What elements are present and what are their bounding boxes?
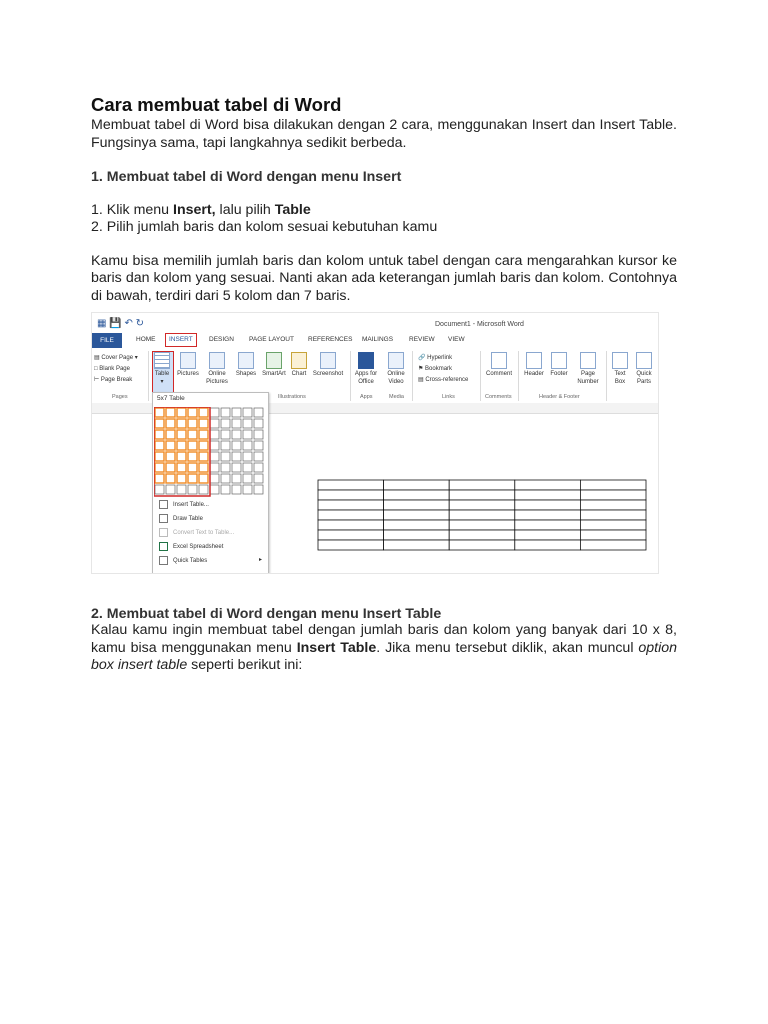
section1-paragraph: Kamu bisa memilih jumlah baris dan kolom untuk tabel dengan cara mengarahkan kursor ke baris dan kolom yang sesuai. Nanti akan ada keterangan jumlah baris dan kolom. Contohnya di bawah, terdiri dari 5 kolom dan 7 baris. <box>91 252 677 304</box>
doc-table-cell[interactable] <box>515 530 581 540</box>
word-screenshot <box>91 312 659 574</box>
excel-spreadsheet-item[interactable]: Excel Spreadsheet <box>159 542 223 551</box>
tab-mailings[interactable]: MAILINGS <box>362 336 394 343</box>
grid-cell[interactable] <box>254 474 263 483</box>
bookmark-button[interactable]: ⚑ Bookmark <box>418 366 453 372</box>
grid-cell[interactable] <box>210 441 219 450</box>
doc-table-cell[interactable] <box>318 490 384 500</box>
grid-cell[interactable] <box>188 463 197 472</box>
smartart-icon <box>266 352 282 369</box>
convert-text-item: Convert Text to Table... <box>159 528 234 537</box>
grid-cell[interactable] <box>254 419 263 428</box>
insert-table-icon <box>159 500 168 509</box>
grid-cell[interactable] <box>254 441 263 450</box>
tab-review[interactable]: REVIEW <box>409 336 435 343</box>
divider <box>518 351 519 401</box>
grid-cell[interactable] <box>188 441 197 450</box>
grid-cell[interactable] <box>188 485 197 494</box>
grid-cell[interactable] <box>177 419 186 428</box>
grid-cell[interactable] <box>221 441 230 450</box>
grid-cell[interactable] <box>199 430 208 439</box>
grid-cell[interactable] <box>166 441 175 450</box>
page-title: Cara membuat tabel di Word <box>91 94 342 115</box>
group-comments: Comments <box>485 394 512 400</box>
table-dropdown <box>152 392 269 574</box>
footer-button[interactable]: Footer <box>547 352 571 378</box>
doc-table-cell[interactable] <box>318 480 384 490</box>
grid-cell[interactable] <box>199 408 208 417</box>
page-number-button[interactable]: Page Number <box>573 352 603 386</box>
grid-cell[interactable] <box>221 452 230 461</box>
grid-cell[interactable] <box>177 452 186 461</box>
footer-icon <box>551 352 567 369</box>
grid-cell[interactable] <box>166 452 175 461</box>
hyperlink-button[interactable]: 🔗 Hyperlink <box>418 355 453 361</box>
grid-cell[interactable] <box>232 430 241 439</box>
doc-table-cell[interactable] <box>384 520 450 530</box>
doc-table-cell[interactable] <box>449 520 515 530</box>
section2-paragraph: Kalau kamu ingin membuat tabel dengan jumlah baris dan kolom yang banyak dari 10 x 8, kamu bisa menggunakan menu Insert Table. Jika menu tersebut diklik, akan muncul option box insert table seperti berikut ini: <box>91 622 678 673</box>
video-icon <box>388 352 404 369</box>
divider <box>606 351 607 401</box>
grid-cell[interactable] <box>166 408 175 417</box>
doc-table-cell[interactable] <box>449 510 515 520</box>
grid-cell[interactable] <box>210 474 219 483</box>
pages-list <box>94 353 138 386</box>
cover-page-button[interactable]: ▤ Cover Page ▾ <box>94 355 138 361</box>
table-grid-picker[interactable] <box>154 407 267 498</box>
apps-for-office-button[interactable]: Apps for Office <box>352 352 380 386</box>
pictures-icon <box>180 352 196 369</box>
grid-cell[interactable] <box>166 474 175 483</box>
chevron-right-icon: ▸ <box>259 557 263 563</box>
quick-tables-icon <box>159 556 168 565</box>
doc-table-cell[interactable] <box>384 500 450 510</box>
grid-cell[interactable] <box>166 430 175 439</box>
grid-cell[interactable] <box>243 485 252 494</box>
chart-button[interactable]: Chart <box>289 352 309 378</box>
grid-cell[interactable] <box>177 430 186 439</box>
grid-cell[interactable] <box>243 452 252 461</box>
grid-cell[interactable] <box>155 430 164 439</box>
doc-table-cell[interactable] <box>449 480 515 490</box>
grid-cell[interactable] <box>210 408 219 417</box>
grid-cell[interactable] <box>210 463 219 472</box>
text-box-icon <box>612 352 628 369</box>
online-pictures-button[interactable]: Online Pictures <box>202 352 232 386</box>
grid-cell[interactable] <box>177 408 186 417</box>
doc-table-cell[interactable] <box>384 510 450 520</box>
screenshot-icon <box>320 352 336 369</box>
doc-table-cell[interactable] <box>515 510 581 520</box>
draw-table-item[interactable]: Draw Table <box>159 514 203 523</box>
online-video-button[interactable]: Online Video <box>384 352 408 386</box>
comment-icon <box>491 352 507 369</box>
doc-table-cell[interactable] <box>384 540 450 550</box>
text-box-button[interactable]: Text Box <box>609 352 631 386</box>
quick-tables-item[interactable]: Quick Tables ▸ <box>159 556 207 565</box>
grid-cell[interactable] <box>254 485 263 494</box>
grid-cell[interactable] <box>243 430 252 439</box>
shapes-button[interactable]: Shapes <box>233 352 259 378</box>
tab-page-layout[interactable]: PAGE LAYOUT <box>249 336 294 343</box>
article <box>91 94 677 305</box>
grid-cell[interactable] <box>155 419 164 428</box>
quick-parts-icon <box>636 352 652 369</box>
doc-table-cell[interactable] <box>580 480 646 490</box>
doc-table-cell[interactable] <box>580 500 646 510</box>
doc-table-cell[interactable] <box>580 520 646 530</box>
doc-table-cell[interactable] <box>580 530 646 540</box>
grid-cell[interactable] <box>210 419 219 428</box>
doc-table-cell[interactable] <box>449 500 515 510</box>
convert-icon <box>159 528 168 537</box>
ribbon-tabs <box>92 333 658 348</box>
intro-paragraph: Membuat tabel di Word bisa dilakukan dengan 2 cara, menggunakan Insert dan Insert Table. Fungsinya sama, tapi langkahnya sedikit berbeda. <box>91 117 677 151</box>
doc-table-cell[interactable] <box>580 540 646 550</box>
grid-cell[interactable] <box>188 408 197 417</box>
title-bar <box>92 313 658 333</box>
group-links: Links <box>442 394 455 400</box>
doc-table-cell[interactable] <box>515 480 581 490</box>
grid-cell[interactable] <box>155 463 164 472</box>
tab-home[interactable]: HOME <box>136 336 156 343</box>
grid-cell[interactable] <box>232 452 241 461</box>
tab-file[interactable]: FILE <box>92 333 122 348</box>
grid-cell[interactable] <box>199 474 208 483</box>
grid-cell[interactable] <box>166 485 175 494</box>
links-list <box>418 353 468 386</box>
tab-insert[interactable]: INSERT <box>165 333 197 347</box>
header-button[interactable]: Header <box>522 352 546 378</box>
grid-cell[interactable] <box>232 485 241 494</box>
doc-table-cell[interactable] <box>515 540 581 550</box>
grid-cell[interactable] <box>232 474 241 483</box>
excel-icon <box>159 542 168 551</box>
tab-references[interactable]: REFERENCES <box>308 336 353 343</box>
grid-cell[interactable] <box>254 452 263 461</box>
page-number-icon <box>580 352 596 369</box>
grid-cell[interactable] <box>254 408 263 417</box>
doc-table-cell[interactable] <box>318 540 384 550</box>
grid-cell[interactable] <box>199 452 208 461</box>
comment-button[interactable]: Comment <box>484 352 514 378</box>
doc-table-cell[interactable] <box>318 530 384 540</box>
doc-table-cell[interactable] <box>384 530 450 540</box>
doc-table-cell[interactable] <box>449 490 515 500</box>
table-button-label[interactable]: Table ▾ <box>150 352 174 386</box>
table-icon <box>154 352 170 369</box>
chart-icon <box>291 352 307 369</box>
grid-cell[interactable] <box>177 474 186 483</box>
grid-cell[interactable] <box>166 419 175 428</box>
grid-cell[interactable] <box>221 463 230 472</box>
group-illustrations: Illustrations <box>278 394 306 400</box>
grid-cell[interactable] <box>188 474 197 483</box>
document-table[interactable] <box>317 479 647 551</box>
grid-cell[interactable] <box>155 474 164 483</box>
tab-view[interactable]: VIEW <box>448 336 465 343</box>
grid-cell[interactable] <box>177 485 186 494</box>
doc-table-cell[interactable] <box>318 510 384 520</box>
grid-cell[interactable] <box>188 452 197 461</box>
grid-cell[interactable] <box>232 463 241 472</box>
grid-cell[interactable] <box>155 441 164 450</box>
grid-cell[interactable] <box>210 452 219 461</box>
grid-cell[interactable] <box>155 452 164 461</box>
grid-cell[interactable] <box>221 430 230 439</box>
doc-table-cell[interactable] <box>384 480 450 490</box>
grid-cell[interactable] <box>254 430 263 439</box>
table-size-label: 5x7 Table <box>157 395 185 402</box>
apps-icon <box>358 352 374 369</box>
doc-table-cell[interactable] <box>449 540 515 550</box>
doc-table-cell[interactable] <box>580 510 646 520</box>
divider <box>350 351 351 401</box>
cross-reference-button[interactable]: ▤ Cross-reference <box>418 377 469 383</box>
doc-table-cell[interactable] <box>515 490 581 500</box>
grid-cell[interactable] <box>177 463 186 472</box>
grid-cell[interactable] <box>199 419 208 428</box>
quick-parts-button[interactable]: Quick Parts <box>632 352 656 386</box>
header-icon <box>526 352 542 369</box>
divider <box>480 351 481 401</box>
draw-table-icon <box>159 514 168 523</box>
grid-cell[interactable] <box>243 463 252 472</box>
group-apps: Apps <box>360 394 373 400</box>
divider <box>412 351 413 401</box>
grid-cell[interactable] <box>221 474 230 483</box>
grid-cell[interactable] <box>221 485 230 494</box>
grid-cell[interactable] <box>243 408 252 417</box>
grid-cell[interactable] <box>188 419 197 428</box>
grid-cell[interactable] <box>155 408 164 417</box>
word-logo-icon: ▦ 💾 ↶ ↻ <box>97 318 144 329</box>
doc-table-cell[interactable] <box>318 500 384 510</box>
section2-heading: 2. Membuat tabel di Word dengan menu Insert Table <box>91 606 442 622</box>
online-pictures-icon <box>209 352 225 369</box>
tab-design[interactable]: DESIGN <box>209 336 234 343</box>
blank-page-button[interactable]: □ Blank Page <box>94 366 130 372</box>
grid-cell[interactable] <box>221 419 230 428</box>
grid-cell[interactable] <box>166 463 175 472</box>
doc-table-cell[interactable] <box>515 500 581 510</box>
grid-cell[interactable] <box>210 430 219 439</box>
grid-cell[interactable] <box>177 441 186 450</box>
doc-table-cell[interactable] <box>449 530 515 540</box>
grid-cell[interactable] <box>188 430 197 439</box>
screenshot-button[interactable]: Screenshot <box>310 352 346 378</box>
step-1: 1. Klik menu Insert, lalu pilih Table <box>91 201 311 218</box>
doc-table-cell[interactable] <box>580 490 646 500</box>
doc-table-cell[interactable] <box>384 490 450 500</box>
grid-cell[interactable] <box>199 485 208 494</box>
section1-heading: 1. Membuat tabel di Word dengan menu Insert <box>91 169 402 185</box>
grid-cell[interactable] <box>232 441 241 450</box>
grid-cell[interactable] <box>243 441 252 450</box>
step-2: 2. Pilih jumlah baris dan kolom sesuai kebutuhan kamu <box>91 219 438 235</box>
window-title: Document1 - Microsoft Word <box>435 321 524 328</box>
divider <box>148 351 149 401</box>
page-break-button[interactable]: ⊢ Page Break <box>94 377 133 383</box>
grid-cell[interactable] <box>232 408 241 417</box>
grid-cell[interactable] <box>243 419 252 428</box>
group-pages: Pages <box>112 394 128 400</box>
grid-cell[interactable] <box>221 408 230 417</box>
grid-cell[interactable] <box>199 463 208 472</box>
shapes-icon <box>238 352 254 369</box>
grid-cell[interactable] <box>155 485 164 494</box>
grid-cell[interactable] <box>232 419 241 428</box>
insert-table-item[interactable]: Insert Table... <box>159 500 209 509</box>
group-media: Media <box>389 394 404 400</box>
doc-table-cell[interactable] <box>318 520 384 530</box>
pictures-button[interactable]: Pictures <box>175 352 201 378</box>
group-header-footer: Header & Footer <box>539 394 580 400</box>
grid-cell[interactable] <box>254 463 263 472</box>
grid-cell[interactable] <box>243 474 252 483</box>
doc-table-cell[interactable] <box>515 520 581 530</box>
smartart-button[interactable]: SmartArt <box>260 352 288 378</box>
grid-cell[interactable] <box>199 441 208 450</box>
grid-cell[interactable] <box>210 485 219 494</box>
